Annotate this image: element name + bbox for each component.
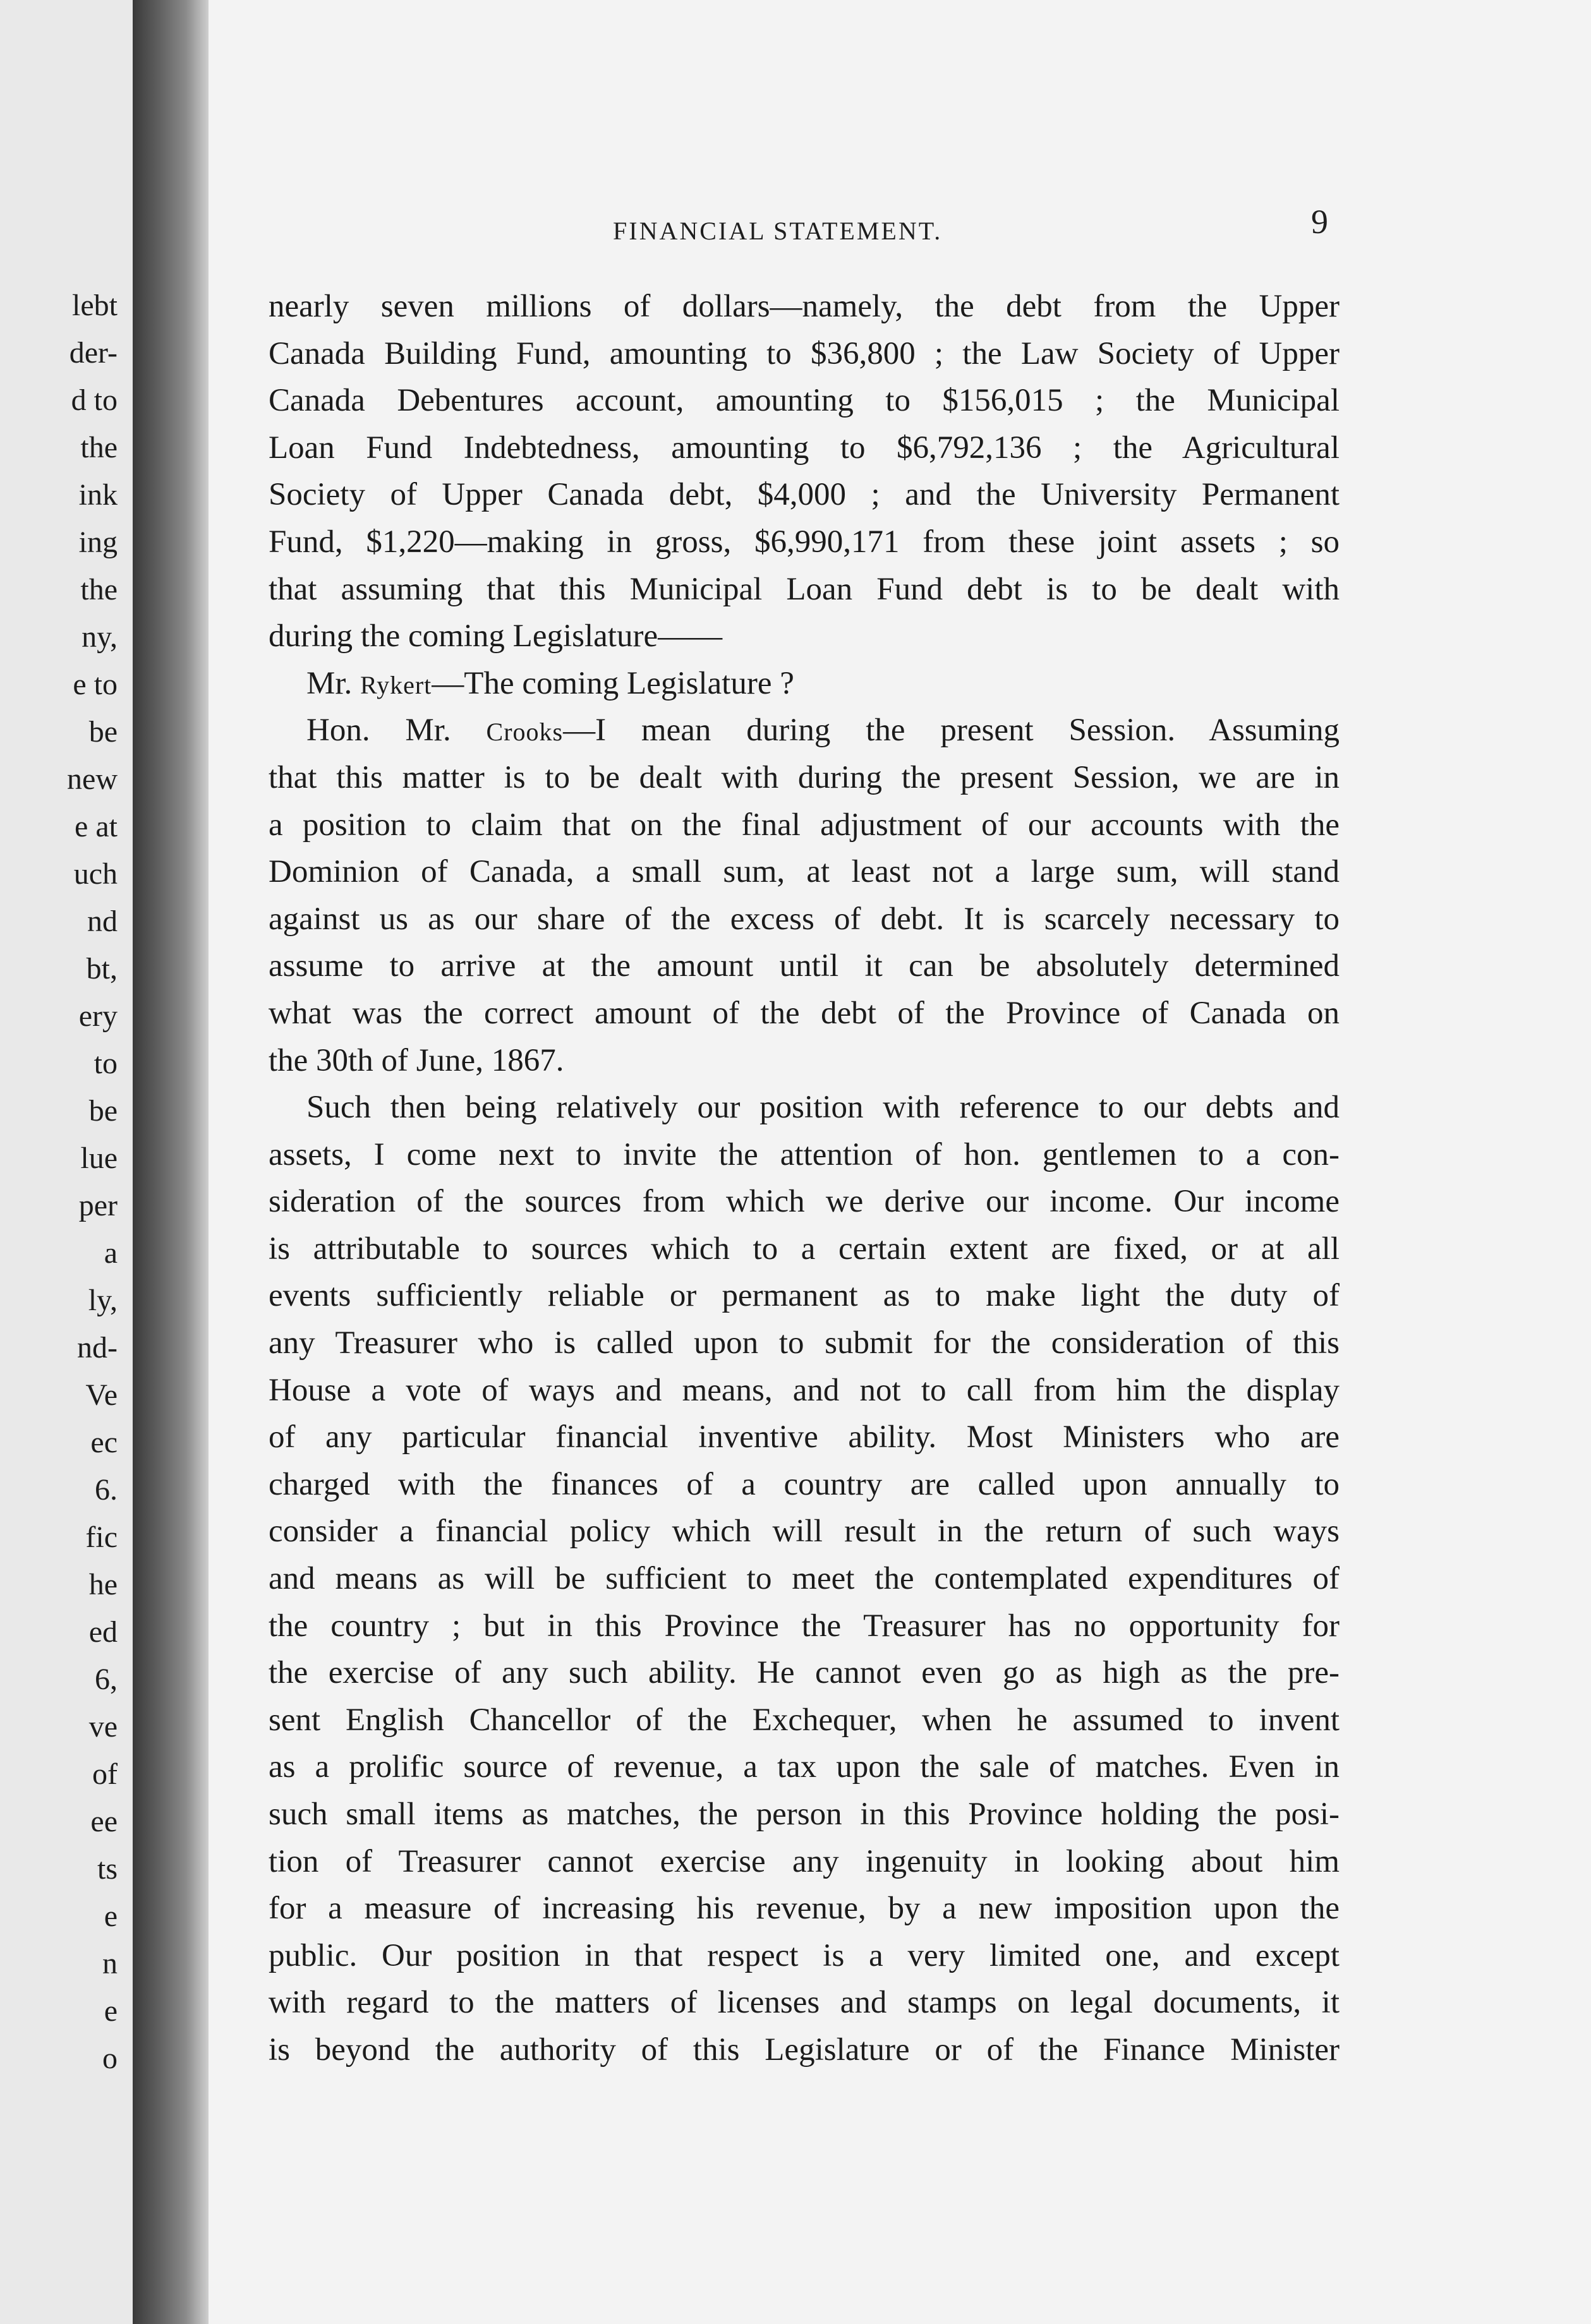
text-line: during the coming Legislature—— [269, 618, 723, 654]
text-line: Dominion of Canada, a small sum, at least not a large sum, will stand [269, 854, 1340, 890]
facing-fragment: e at [75, 810, 118, 843]
text-line: the 30th of June, 1867. [269, 1042, 564, 1078]
book-gutter-shadow [133, 0, 209, 2324]
facing-fragment: a [104, 1236, 118, 1270]
page-number: 9 [1311, 203, 1328, 241]
text-line: a position to claim that on the final adjustment of our accounts with the [269, 807, 1340, 843]
text-line: the country ; but in this Province the Treasurer has no opportunity for [269, 1608, 1340, 1644]
facing-fragment: he [88, 1568, 118, 1601]
speaker-name: Rykert [360, 670, 432, 699]
facing-fragment: e to [73, 668, 118, 701]
speech-crooks [269, 707, 1340, 754]
text-line: for a measure of increasing his revenue, by a new imposition upon the [269, 1891, 1340, 1927]
facing-fragment: to [94, 1047, 118, 1080]
facing-fragment: ny, [82, 620, 118, 654]
text-line: the exercise of any such ability. He cannot even go as high as the pre- [269, 1655, 1340, 1691]
text-line: such small items as matches, the person in this Province holding the posi- [269, 1797, 1340, 1832]
speech-rykert [269, 660, 1340, 707]
facing-fragment: the [80, 431, 118, 464]
facing-fragment: be [88, 1094, 118, 1128]
text-line: nearly seven millions of dollars—namely, the debt from the Upper [269, 289, 1340, 324]
facing-fragment: ly, [88, 1284, 118, 1317]
facing-fragment: e [104, 1900, 118, 1933]
speech-text: —I mean during the present Session. Assuming [563, 713, 1340, 749]
speaker-prefix: Hon. Mr. [306, 713, 487, 749]
text-line: of any particular financial inventive ability. Most Ministers who are [269, 1419, 1340, 1455]
facing-fragment: lue [80, 1141, 118, 1175]
text-line: Fund, $1,220—making in gross, $6,990,171 from these joint assets ; so [269, 524, 1340, 560]
text-line: charged with the finances of a country are called upon annually to [269, 1466, 1340, 1502]
facing-fragment: ts [97, 1852, 118, 1886]
text-line: is attributable to sources which to a certain extent are fixed, or at all [269, 1231, 1340, 1267]
text-line: assume to arrive at the amount until it can be absolutely determined [269, 948, 1340, 984]
text-line: with regard to the matters of licenses and stamps on legal documents, it [269, 1985, 1340, 2021]
text-line: events sufficiently reliable or permanent as to make light the duty of [269, 1278, 1340, 1314]
facing-fragment: uch [73, 857, 118, 891]
facing-fragment: n [102, 1947, 118, 1980]
facing-fragment: lebt [72, 289, 118, 322]
facing-fragment: ed [88, 1615, 118, 1649]
text-line: sideration of the sources from which we derive our income. Our income [269, 1184, 1340, 1220]
speaker-prefix: Mr. [306, 665, 361, 701]
text-line: House a vote of ways and means, and not to call from him the display [269, 1372, 1340, 1408]
body-text [269, 283, 1340, 2074]
facing-fragment: ing [78, 526, 118, 559]
text-line: Society of Upper Canada debt, $4,000 ; and the University Permanent [269, 477, 1340, 513]
facing-fragment: fic [85, 1520, 118, 1554]
speech-text: —The coming Legislature ? [432, 665, 794, 701]
facing-fragment: d to [71, 383, 118, 417]
facing-fragment: nd- [77, 1331, 118, 1364]
facing-fragment: o [102, 2042, 118, 2075]
text-line: Canada Building Fund, amounting to $36,800 ; the Law Society of Upper [269, 335, 1340, 371]
speaker-name: Crooks [486, 718, 564, 747]
text-line: that this matter is to be dealt with during the present Session, we are in [269, 759, 1340, 795]
text-line: Loan Fund Indebtedness, amounting to $6,792,136 ; the Agricultural [269, 430, 1340, 466]
facing-fragment: the [80, 573, 118, 606]
text-line: any Treasurer who is called upon to submit for the consideration of this [269, 1325, 1340, 1361]
facing-fragment: e [104, 1994, 118, 2028]
running-title: FINANCIAL STATEMENT. [613, 217, 943, 245]
text-line: public. Our position in that respect is a very limited one, and except [269, 1937, 1340, 1973]
facing-fragment: ink [78, 478, 118, 512]
facing-fragment: ery [78, 999, 118, 1033]
text-line: Such then being relatively our position with reference to our debts and [306, 1090, 1340, 1126]
facing-fragment: Ve [85, 1378, 118, 1412]
text-line: consider a financial policy which will result in the return of such ways [269, 1514, 1340, 1550]
facing-fragment: per [78, 1189, 118, 1222]
facing-fragment: ve [88, 1710, 118, 1743]
text-line: what was the correct amount of the debt of the Province of Canada on [269, 995, 1340, 1031]
facing-fragment: 6, [95, 1663, 118, 1696]
text-line: sent English Chancellor of the Exchequer, when he assumed to invent [269, 1702, 1340, 1738]
facing-fragment: be [88, 715, 118, 749]
text-line: tion of Treasurer cannot exercise any ingenuity in looking about him [269, 1843, 1340, 1879]
facing-page-edge [0, 0, 133, 2324]
facing-fragment: new [67, 762, 118, 796]
text-line: is beyond the authority of this Legislature or of the Finance Minister [269, 2032, 1340, 2068]
facing-fragment: ee [90, 1805, 118, 1838]
facing-fragment: of [92, 1757, 118, 1791]
facing-fragment: nd [87, 905, 118, 938]
text-line: as a prolific source of revenue, a tax upon the sale of matches. Even in [269, 1749, 1340, 1785]
text-line: against us as our share of the excess of debt. It is scarcely necessary to [269, 901, 1340, 937]
facing-fragment: 6. [95, 1473, 118, 1507]
facing-fragment: bt, [86, 952, 118, 985]
facing-fragment: der- [69, 336, 118, 370]
text-line: that assuming that this Municipal Loan Fund debt is to be dealt with [269, 571, 1340, 607]
text-line: Canada Debentures account, amounting to $156,015 ; the Municipal [269, 383, 1340, 419]
facing-fragment: ec [90, 1426, 118, 1459]
text-line: assets, I come next to invite the attention of hon. gentlemen to a con- [269, 1136, 1340, 1172]
text-line: and means as will be sufficient to meet the contemplated expenditures of [269, 1561, 1340, 1597]
